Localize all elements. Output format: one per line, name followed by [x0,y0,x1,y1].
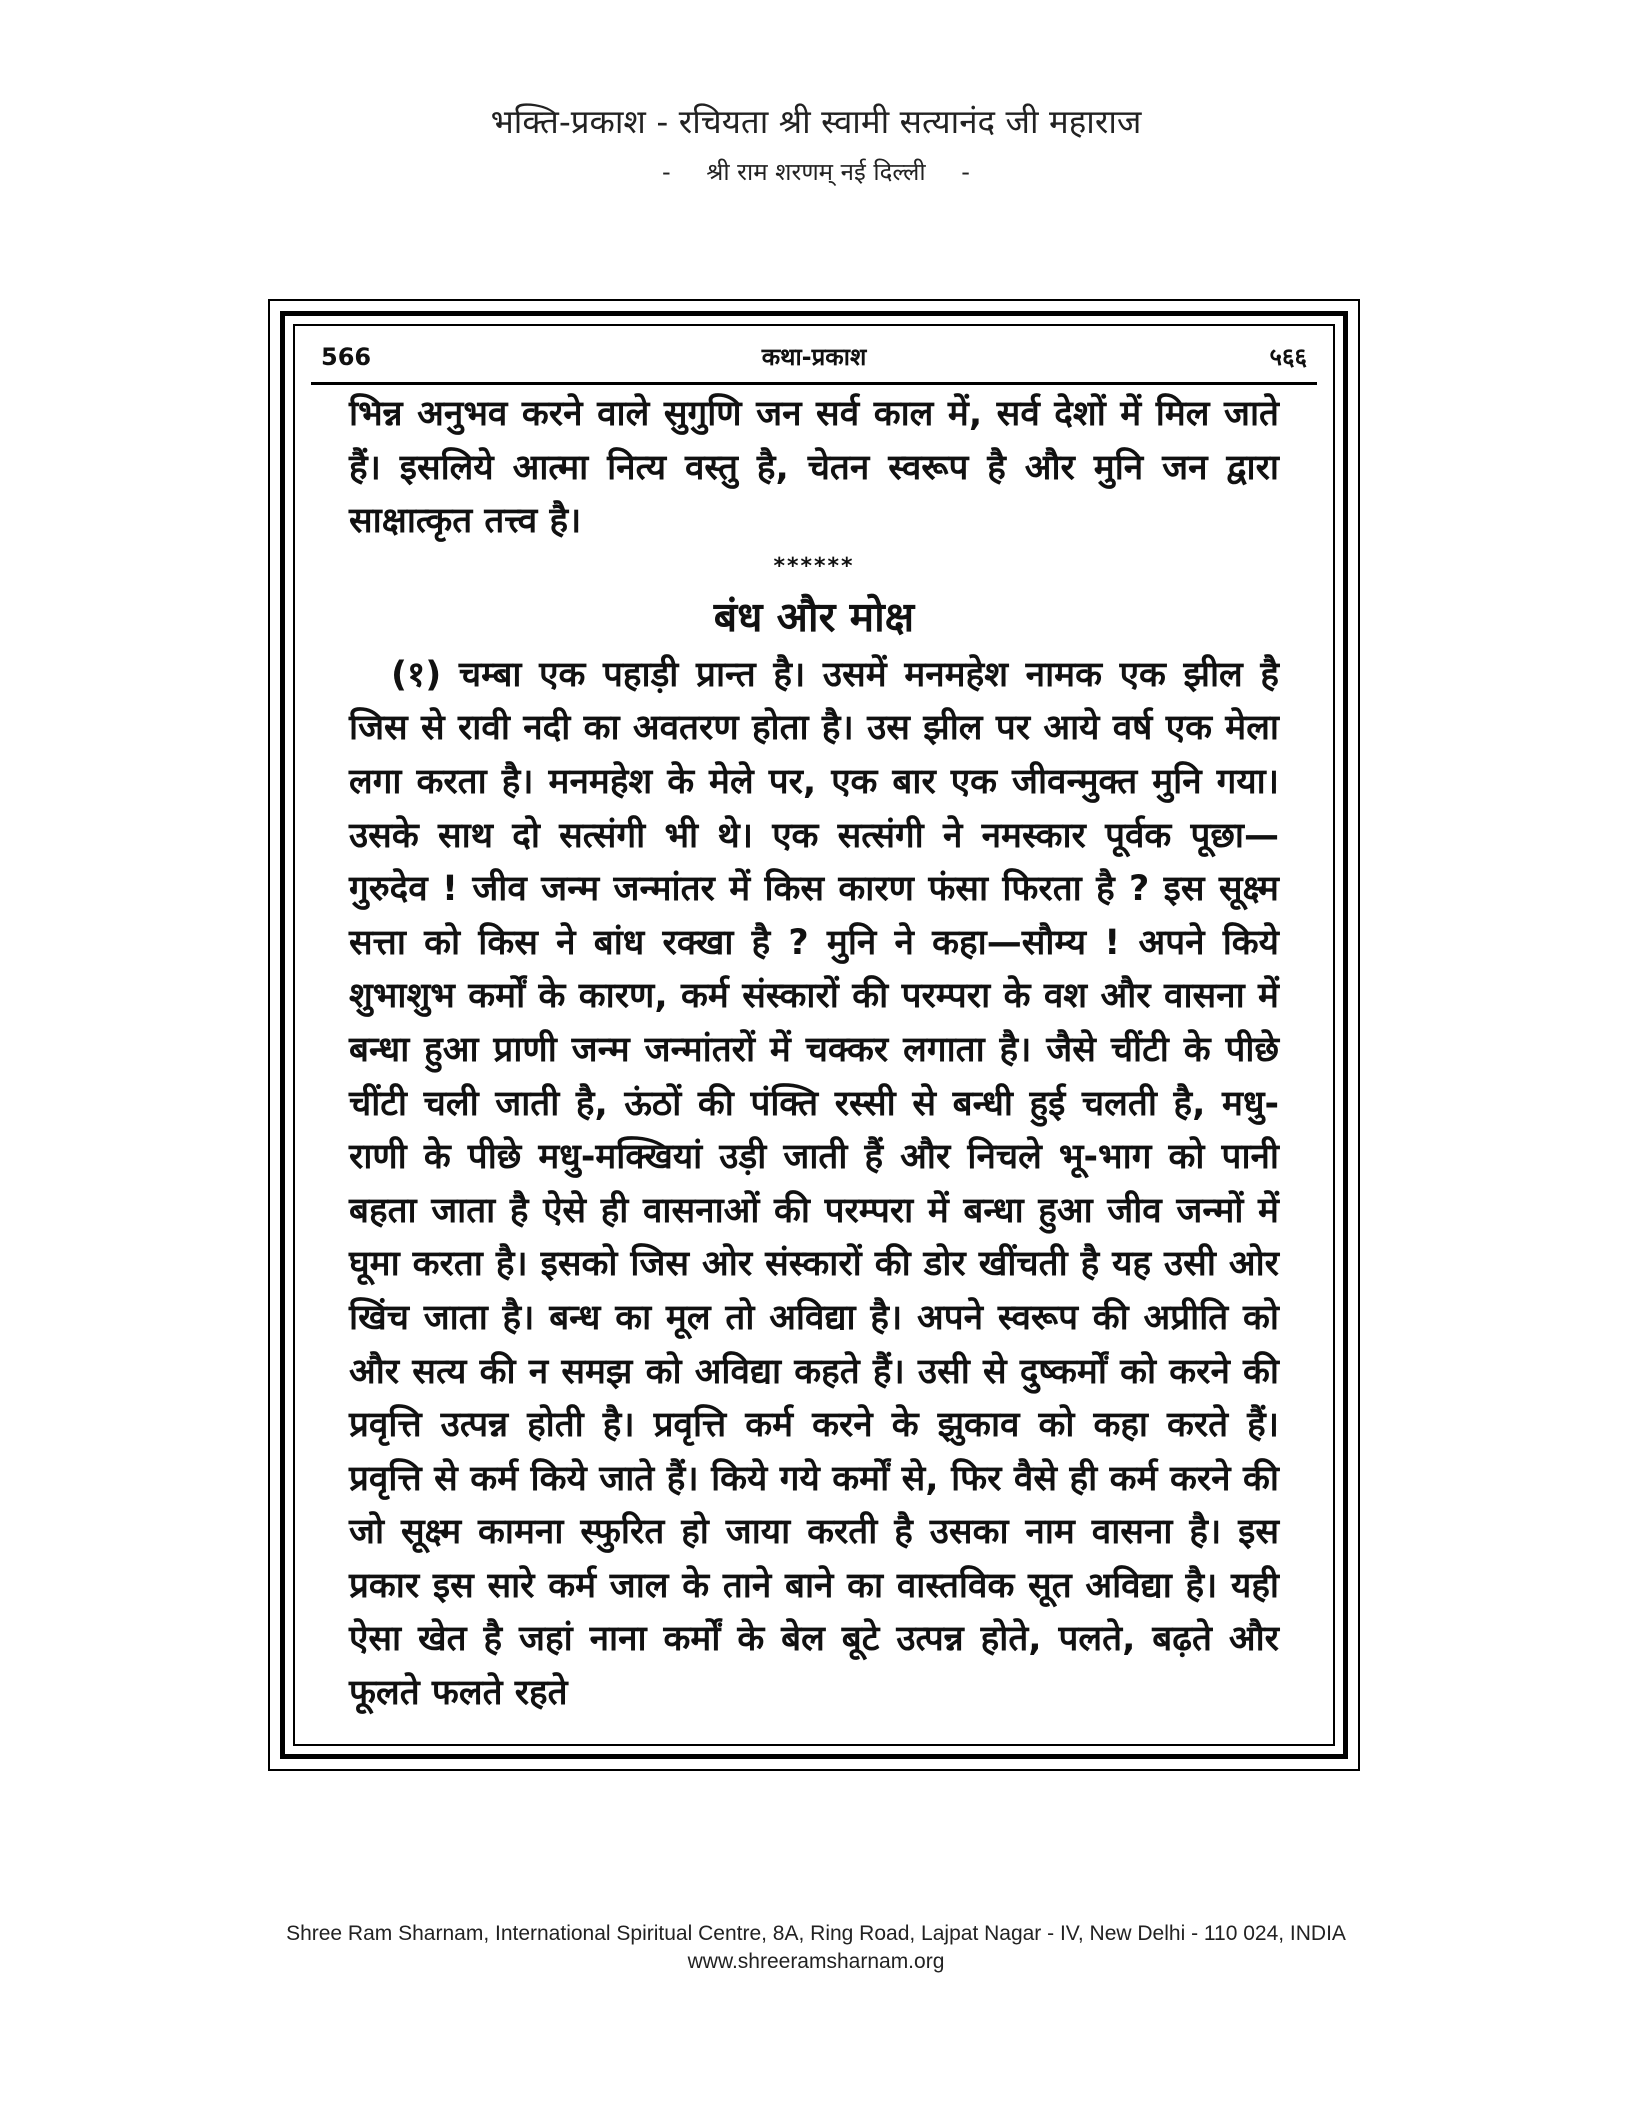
section-title: बंध और मोक्ष [713,592,915,641]
page-number-devanagari: ५६६ [1269,343,1307,371]
section-separator: ****** [773,553,855,579]
running-title: कथा-प्रकाश [761,343,867,371]
page-number-latin: 566 [321,343,372,371]
header-dash-left: - [662,158,671,186]
page-frame-thick-border [280,311,1348,1759]
header-subtitle-line [0,152,1632,192]
document-header [0,100,1632,192]
footer-address: Shree Ram Sharnam, International Spiritual Centre, 8A, Ring Road, Lajpat Nagar - IV, New Delhi - 110 024, INDIA [286,1922,1346,1945]
page-frame-inner-border [293,324,1335,1746]
header-rule [311,382,1317,385]
document-footer [0,1920,1632,1976]
body-paragraph: (१) चम्बा एक पहाड़ी प्रान्त है। उसमें मनमहेश नामक एक झील है जिस से रावी नदी का अवतरण होता है। उस झील पर आये वर्ष एक मेला लगा करता है। मनमहेश के मेले पर, एक बार एक जीवन्मुक्त मुनि गया। उसके साथ दो सत्संगी भी थे। एक सत्संगी ने नमस्कार पूर्वक पूछा—गुरुदेव ! जीव जन्म जन्मांतर में किस कारण फंसा फिरता है ? इस सूक्ष्म सत्ता को किस ने बांध रक्खा है ? मुनि ने कहा—सौम्य ! अपने किये शुभाशुभ कर्मों के कारण, कर्म संस्कारों की परम्परा के वश और वासना में बन्धा हुआ प्राणी जन्म जन्मांतरों में चक्कर लगाता है। जैसे चींटी के पीछे चींटी चली जाती है, ऊंठों की पंक्ति रस्सी से बन्धी हुई चलती है, मधु-राणी के पीछे मधु-मक्खियां उड़ी जाती हैं और निचले भू-भाग को पानी बहता जाता है ऐसे ही वासनाओं की परम्परा में बन्धा हुआ जीव जन्मों में घूमा करता है। इसको जिस ओर संस्कारों की डोर खींचती है यह उसी ओर खिंच जाता है। बन्ध का मूल तो अविद्या है। अपने स्वरूप की अप्रीति को और सत्य की न समझ को अविद्या कहते हैं। उसी से दुष्कर्मों को करने की प्रवृत्ति उत्पन्न होती है। प्रवृत्ति कर्म करने के झुकाव को कहा करते हैं। प्रवृत्ति से कर्म किये जाते हैं। किये गये कर्मों से, फिर वैसे ही कर्म करने की जो सूक्ष्म कामना स्फुरित हो जाया करती है उसका नाम वासना है। इस प्रकार इस सारे कर्म जाल के ताने बाने का वास्तविक सूत अविद्या है। यही ऐसा खेत है जहां नाना कर्मों के बेल बूटे उत्पन्न होते, पलते, बढ़ते और फूलते फलते रहते [349,654,1279,1714]
header-dash-right: - [961,158,970,186]
header-title: भक्ति-प्रकाश - रचियता श्री स्वामी सत्यानंद जी महाराज [490,102,1142,141]
continuation-paragraph: भिन्न अनुभव करने वाले सुगुणि जन सर्व काल में, सर्व देशों में मिल जाते हैं। इसलिये आत्मा नित्य वस्तु है, चेतन स्वरूप है और मुनि जन द्वारा साक्षात्कृत तत्त्व है। [349,394,1279,542]
footer-website: www.shreeramsharnam.org [687,1950,945,1973]
header-subtitle: श्री राम शरणम् नई दिल्ली [706,158,926,186]
page-frame [268,299,1360,1771]
running-head [321,336,1307,378]
page-body [349,388,1279,1721]
